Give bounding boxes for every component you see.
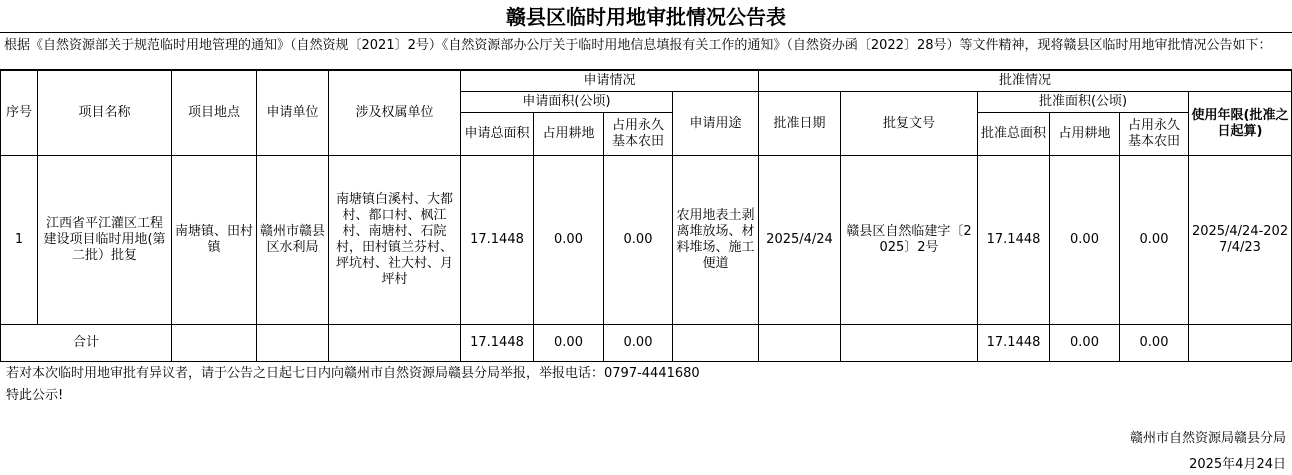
approval-table [0, 70, 1292, 362]
header-project-name: 项目名称 [38, 71, 172, 156]
total-apply-total: 17.1448 [461, 325, 534, 362]
header-approve-basic: 占用永久基本农田 [1120, 113, 1189, 156]
header-approve-group: 批准情况 [759, 71, 1292, 92]
header-basic-farmland: 占用永久基本农田 [604, 113, 673, 156]
header-approve-doc: 批复文号 [841, 92, 978, 156]
cell-approve-doc: 赣县区自然临建字〔2025〕2号 [841, 156, 978, 325]
page-title: 赣县区临时用地审批情况公告表 [0, 0, 1292, 33]
header-applicant: 申请单位 [257, 71, 329, 156]
header-approve-date: 批准日期 [759, 92, 841, 156]
header-row-1 [1, 71, 1292, 92]
header-location: 项目地点 [172, 71, 257, 156]
issuing-org: 赣州市自然资源局赣县分局 [1129, 431, 1286, 446]
total-approve-basic: 0.00 [1120, 325, 1189, 362]
header-seq: 序号 [1, 71, 38, 156]
objection-note: 若对本次临时用地审批有异议者，请于公告之日起七日内向赣州市自然资源局赣县分局举报，举报电话：0797-4441680 [6, 366, 700, 381]
cell-approve-basic: 0.00 [1120, 156, 1189, 325]
total-empty-4 [673, 325, 759, 362]
announcement: 特此公示! [6, 388, 64, 403]
header-farmland: 占用耕地 [534, 113, 604, 156]
intro-text: 根据《自然资源部关于规范临时用地管理的通知》（自然资规〔2021〕2号）《自然资源部办公厅关于临时用地信息填报有关工作的通知》（自然资办函〔2022〕28号）等文件精神，现将赣县区临时用地审批情况公告如下： [0, 33, 1292, 70]
cell-seq: 1 [1, 156, 38, 325]
cell-applicant: 赣州市赣县区水利局 [257, 156, 329, 325]
total-approve-farmland: 0.00 [1050, 325, 1120, 362]
total-empty-7 [1189, 325, 1292, 362]
cell-project-name: 江西省平江灌区工程建设项目临时用地(第二批）批复 [38, 156, 172, 325]
total-empty-6 [841, 325, 978, 362]
total-empty-1 [172, 325, 257, 362]
total-row [1, 325, 1292, 362]
header-apply-group: 申请情况 [461, 71, 759, 92]
cell-apply-total: 17.1448 [461, 156, 534, 325]
header-approve-total: 批准总面积 [978, 113, 1050, 156]
cell-villages: 南塘镇白溪村、大都村、都口村、枫江村、南塘村、石院村，田村镇兰芬村、坪坑村、社大村、月坪村 [329, 156, 461, 325]
cell-term: 2025/4/24-2027/4/23 [1189, 156, 1292, 325]
cell-approve-farmland: 0.00 [1050, 156, 1120, 325]
header-apply-area-group: 申请面积(公顷) [461, 92, 673, 113]
header-approve-farmland: 占用耕地 [1050, 113, 1120, 156]
cell-location: 南塘镇、田村镇 [172, 156, 257, 325]
total-empty-2 [257, 325, 329, 362]
cell-approve-date: 2025/4/24 [759, 156, 841, 325]
issue-date: 2025年4月24日 [1189, 457, 1286, 472]
cell-farmland: 0.00 [534, 156, 604, 325]
header-term: 使用年限(批准之日起算) [1189, 92, 1292, 156]
total-approve-total: 17.1448 [978, 325, 1050, 362]
total-basic-farmland: 0.00 [604, 325, 673, 362]
header-purpose: 申请用途 [673, 92, 759, 156]
total-farmland: 0.00 [534, 325, 604, 362]
header-villages: 涉及权属单位 [329, 71, 461, 156]
total-empty-3 [329, 325, 461, 362]
header-apply-total: 申请总面积 [461, 113, 534, 156]
header-approve-area-group: 批准面积(公顷) [978, 92, 1189, 113]
total-empty-5 [759, 325, 841, 362]
cell-basic-farmland: 0.00 [604, 156, 673, 325]
total-label: 合计 [1, 325, 172, 362]
cell-purpose: 农用地表土剥离堆放场、材料堆场、施工便道 [673, 156, 759, 325]
table-row [1, 156, 1292, 325]
cell-approve-total: 17.1448 [978, 156, 1050, 325]
